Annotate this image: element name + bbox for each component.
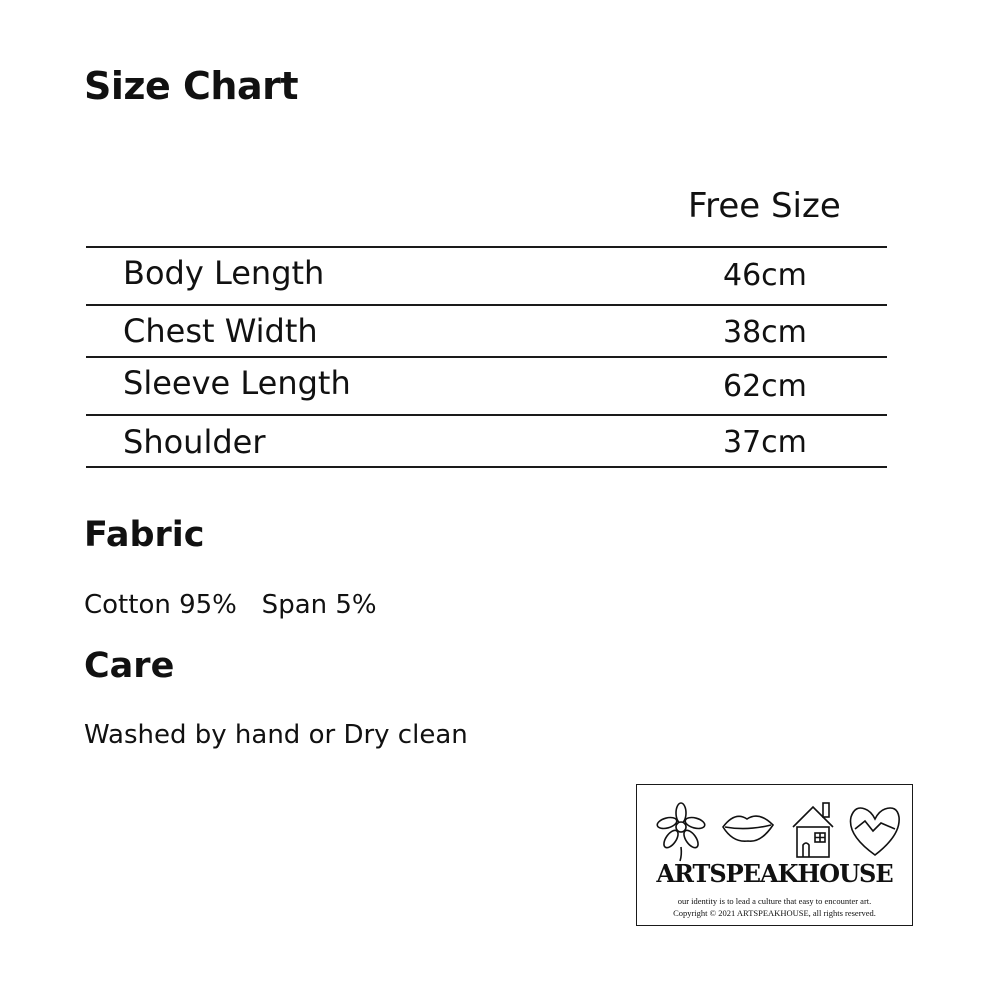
brand-logo	[636, 784, 913, 926]
brand-name: ARTSPEAKHOUSE	[656, 859, 893, 888]
fabric-text: Cotton 95% Span 5%	[84, 590, 377, 620]
table-row	[86, 246, 887, 304]
row-value: 38cm	[723, 315, 807, 350]
table-row	[86, 414, 887, 468]
care-text: Washed by hand or Dry clean	[84, 720, 468, 750]
fabric-title: Fabric	[84, 515, 205, 555]
size-table	[86, 246, 887, 468]
row-value: 62cm	[723, 369, 807, 404]
row-label: Body Length	[123, 254, 325, 292]
row-label: Sleeve Length	[123, 364, 351, 402]
row-label: Shoulder	[123, 423, 266, 461]
page-title: Size Chart	[84, 64, 299, 108]
lips-icon	[723, 816, 773, 841]
brand-tagline: our identity is to lead a culture that easy to encounter art.	[677, 896, 872, 906]
row-label: Chest Width	[123, 312, 318, 350]
heart-icon	[851, 808, 900, 855]
table-row	[86, 304, 887, 356]
table-row	[86, 356, 887, 414]
care-title: Care	[84, 646, 175, 686]
row-value: 46cm	[723, 258, 807, 293]
house-icon	[793, 803, 833, 857]
brand-copyright: Copyright © 2021 ARTSPEAKHOUSE, all rights reserved.	[673, 908, 876, 918]
flower-icon	[656, 803, 706, 861]
size-column-header: Free Size	[688, 186, 841, 226]
logo-icons	[651, 797, 901, 863]
row-value: 37cm	[723, 425, 807, 460]
